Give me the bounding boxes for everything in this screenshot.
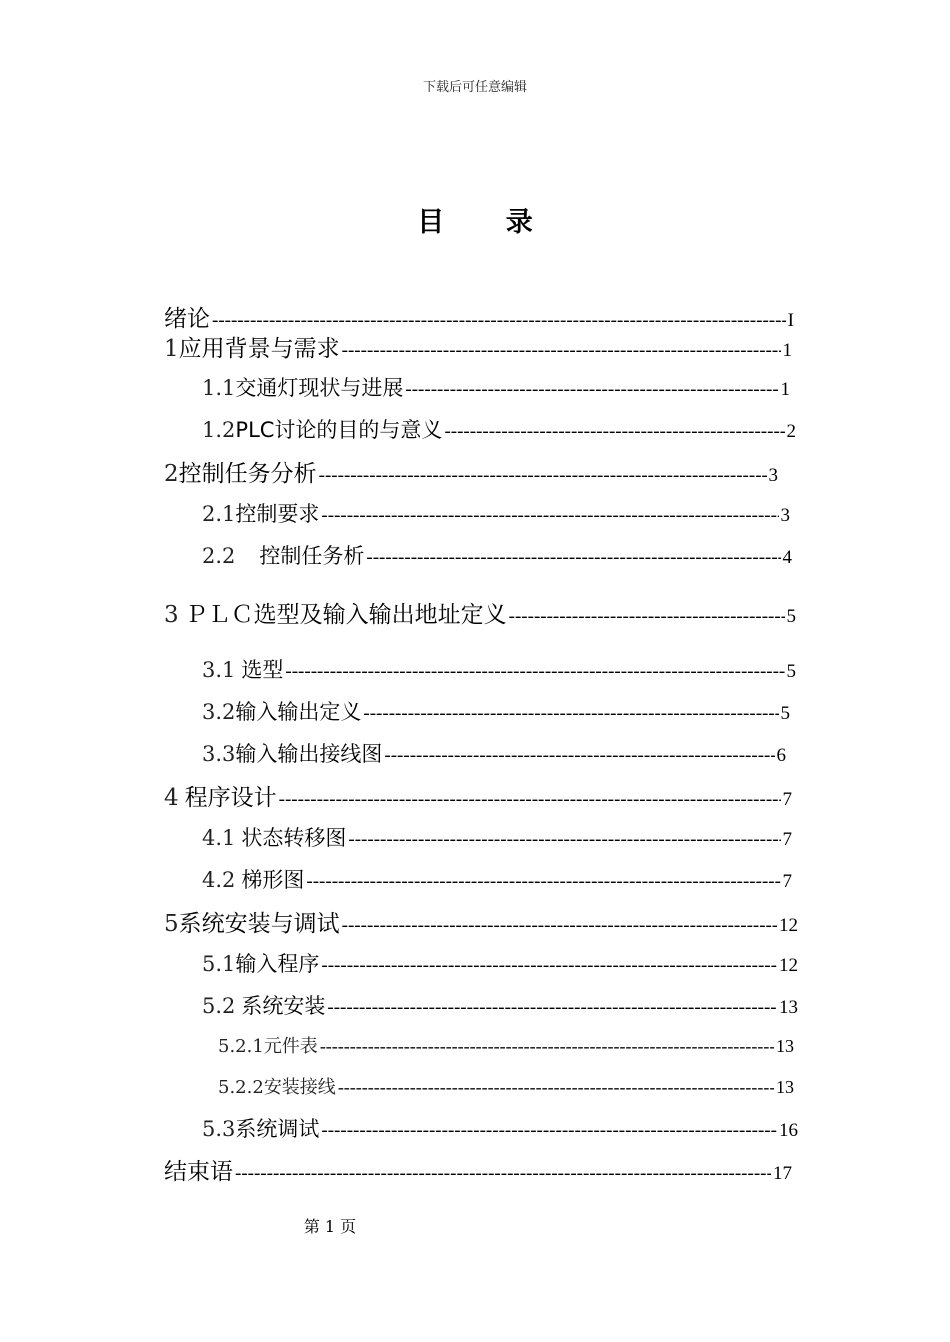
toc-entry-number: 5.2.1 — [218, 1036, 264, 1057]
toc-entry[interactable] — [164, 455, 778, 488]
toc-entry-number: 2.1 — [202, 502, 236, 526]
toc-entry[interactable] — [218, 1032, 794, 1058]
toc-entry-title: ＰＬＣ选型及输入输出地址定义 — [184, 602, 507, 628]
toc-entry-page: 2 — [786, 421, 796, 442]
toc-entry[interactable] — [202, 696, 790, 726]
toc-entry[interactable] — [202, 1113, 798, 1143]
toc-entry-number: 5.2.2 — [218, 1077, 264, 1098]
toc-entry[interactable] — [164, 596, 796, 629]
toc-dot-leader — [444, 421, 784, 443]
toc-entry-title: 交通灯现状与进展 — [235, 376, 404, 400]
toc-entry[interactable] — [202, 864, 792, 894]
toc-dot-leader — [405, 379, 778, 401]
toc-dot-leader — [342, 915, 777, 937]
toc-entry-title: 控制要求 — [235, 502, 320, 526]
toc-entry-number: 5.2 — [202, 994, 236, 1018]
toc-entry-number: 3 — [164, 602, 179, 628]
toc-dot-leader — [319, 465, 767, 487]
toc-entry[interactable] — [202, 654, 796, 684]
toc-entry-title: 元件表 — [263, 1036, 318, 1057]
toc-entry-title: 系统安装与调试 — [178, 911, 340, 937]
toc-dot-leader — [509, 606, 785, 628]
toc-dot-leader — [366, 547, 780, 569]
toc-dot-leader — [212, 310, 786, 332]
toc-dot-leader — [235, 1163, 771, 1185]
toc-entry-number: 5.3 — [202, 1117, 236, 1141]
toc-entry[interactable] — [202, 372, 790, 402]
toc-entry[interactable] — [218, 1073, 794, 1099]
toc-entry[interactable] — [202, 414, 796, 444]
toc-entry-page: 6 — [776, 745, 786, 766]
toc-entry-number: 1.2 — [202, 418, 236, 442]
toc-entry[interactable] — [164, 1153, 792, 1186]
toc-entry-title: 输入输出定义 — [235, 700, 362, 724]
toc-entry-title: 选型 — [241, 658, 284, 682]
toc-dot-leader — [327, 997, 777, 1019]
toc-entry-page: 7 — [782, 871, 792, 892]
toc-dot-leader — [320, 1036, 774, 1057]
toc-entry-number: 4.2 — [202, 868, 236, 892]
toc-entry-page: 13 — [776, 1036, 794, 1056]
toc-entry-page: 5 — [786, 661, 796, 682]
toc-entry-title: 输入程序 — [235, 952, 320, 976]
toc-dot-leader — [348, 829, 780, 851]
page-number-footer: 第 1 页 — [303, 1217, 357, 1236]
toc-entry-title: PLC讨论的目的与意义 — [235, 418, 443, 442]
toc-dot-leader — [306, 871, 780, 893]
toc-entry-number: 3.3 — [202, 742, 236, 766]
toc-dot-leader — [384, 745, 774, 767]
toc-dot-leader — [342, 340, 781, 362]
toc-entry-title: 控制任务分析 — [178, 461, 317, 487]
toc-entry-page: 16 — [779, 1120, 798, 1141]
toc-entry-page: 17 — [773, 1163, 792, 1184]
toc-entry-page: 12 — [779, 915, 798, 936]
toc-title: 目 录 — [417, 207, 559, 238]
toc-entry-number: 2.2 — [202, 544, 236, 568]
toc-entry-page: 7 — [782, 789, 792, 810]
toc-entry-title: 状态转移图 — [241, 826, 347, 850]
toc-entry-title: 结束语 — [164, 1159, 233, 1185]
toc-dot-leader — [338, 1077, 774, 1098]
toc-entry-title: 控制任务析 — [259, 544, 365, 568]
toc-entry-page: 5 — [786, 606, 796, 627]
toc-entry[interactable] — [202, 738, 786, 768]
toc-entry-title: 梯形图 — [241, 868, 305, 892]
toc-entry-page: 4 — [782, 547, 792, 568]
toc-entry[interactable] — [164, 905, 798, 938]
toc-entry-title: 程序设计 — [184, 785, 277, 811]
toc-dot-leader — [363, 703, 778, 725]
toc-entry-title: 应用背景与需求 — [178, 336, 340, 362]
toc-entry[interactable] — [202, 498, 790, 528]
toc-dot-leader — [321, 1120, 777, 1142]
toc-dot-leader — [321, 955, 777, 977]
toc-entry-page: 13 — [779, 997, 798, 1018]
toc-entry-number: 1 — [164, 336, 179, 362]
toc-entry-page: 7 — [782, 829, 792, 850]
toc-entry[interactable] — [202, 540, 792, 570]
toc-entry-page: 12 — [779, 955, 798, 976]
toc-entry-title: 绪论 — [164, 306, 210, 332]
toc-entry-page: 1 — [782, 340, 792, 361]
toc-entry[interactable] — [164, 779, 792, 812]
toc-entry-number: 5 — [164, 911, 179, 937]
toc-entry-title: 系统调试 — [235, 1117, 320, 1141]
toc-entry-page: 1 — [780, 379, 790, 400]
toc-entry-number: 4 — [164, 785, 179, 811]
toc-entry-title: 系统安装 — [241, 994, 326, 1018]
toc-entry-title: 安装接线 — [263, 1077, 336, 1098]
toc-entry[interactable] — [202, 990, 798, 1020]
toc-dot-leader — [321, 505, 778, 527]
toc-entry-number: 3.2 — [202, 700, 236, 724]
toc-entry-number: 5.1 — [202, 952, 236, 976]
toc-dot-leader — [285, 661, 784, 683]
toc-entry-number: 3.1 — [202, 658, 236, 682]
toc-entry-number: 2 — [164, 461, 179, 487]
toc-entry-number: 4.1 — [202, 826, 236, 850]
toc-dot-leader — [279, 789, 781, 811]
toc-entry[interactable] — [202, 948, 798, 978]
toc-entry-page: 5 — [780, 703, 790, 724]
toc-entry-page: 3 — [780, 505, 790, 526]
toc-entry[interactable] — [164, 300, 794, 333]
toc-entry-page: 13 — [776, 1077, 794, 1097]
toc-entry-number: 1.1 — [202, 376, 236, 400]
page-header-note: 下载后可任意编辑 — [422, 80, 527, 95]
toc-entry-page: I — [787, 310, 794, 331]
toc-entry[interactable] — [202, 822, 792, 852]
toc-entry-page: 3 — [768, 465, 778, 486]
toc-entry[interactable] — [164, 330, 792, 363]
toc-entry-title: 输入输出接线图 — [235, 742, 383, 766]
